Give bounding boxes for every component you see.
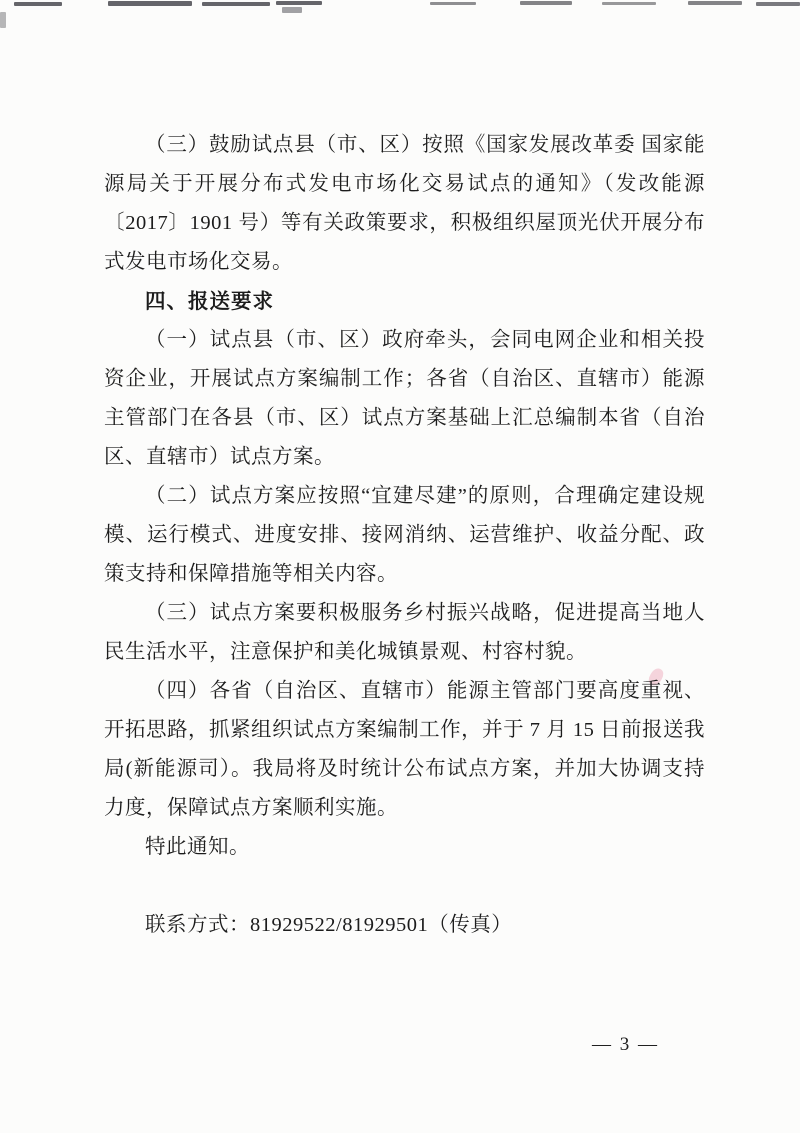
document-body [104,126,705,945]
paragraph-item-four: （四）各省（自治区、直辖市）能源主管部门要高度重视、开拓思路，抓紧组织试点方案编制工作，并于 7 月 15 日前报送我局(新能源司）。我局将及时统计公布试点方案，并加大协调支持力度，保障试点方案顺利实施。 [104,680,705,819]
page-number: — 3 — [592,1034,659,1055]
section-heading-reporting-requirements: 四、报送要求 [145,290,274,313]
paragraph-item-three: （三）试点方案要积极服务乡村振兴战略，促进提高当地人民生活水平，注意保护和美化城镇景观、村容村貌。 [104,602,705,663]
paragraph-item-three-policy: （三）鼓励试点县（市、区）按照《国家发展改革委 国家能源局关于开展分布式发电市场化交易试点的通知》（发改能源〔2017〕1901 号）等有关政策要求，积极组织屋顶光伏开展分布式发电市场化交易。 [104,134,705,273]
paragraph-item-two: （二）试点方案应按照“宜建尽建”的原则，合理确定建设规模、运行模式、进度安排、接网消纳、运营维护、收益分配、政策支持和保障措施等相关内容。 [104,485,705,585]
paragraph-item-one: （一）试点县（市、区）政府牵头，会同电网企业和相关投资企业，开展试点方案编制工作；各省（自治区、直辖市）能源主管部门在各县（市、区）试点方案基础上汇总编制本省（自治区、直辖市）试点方案。 [104,329,705,468]
closing-line: 特此通知。 [145,836,250,858]
contact-line: 联系方式：81929522/81929501（传真） [145,914,513,936]
